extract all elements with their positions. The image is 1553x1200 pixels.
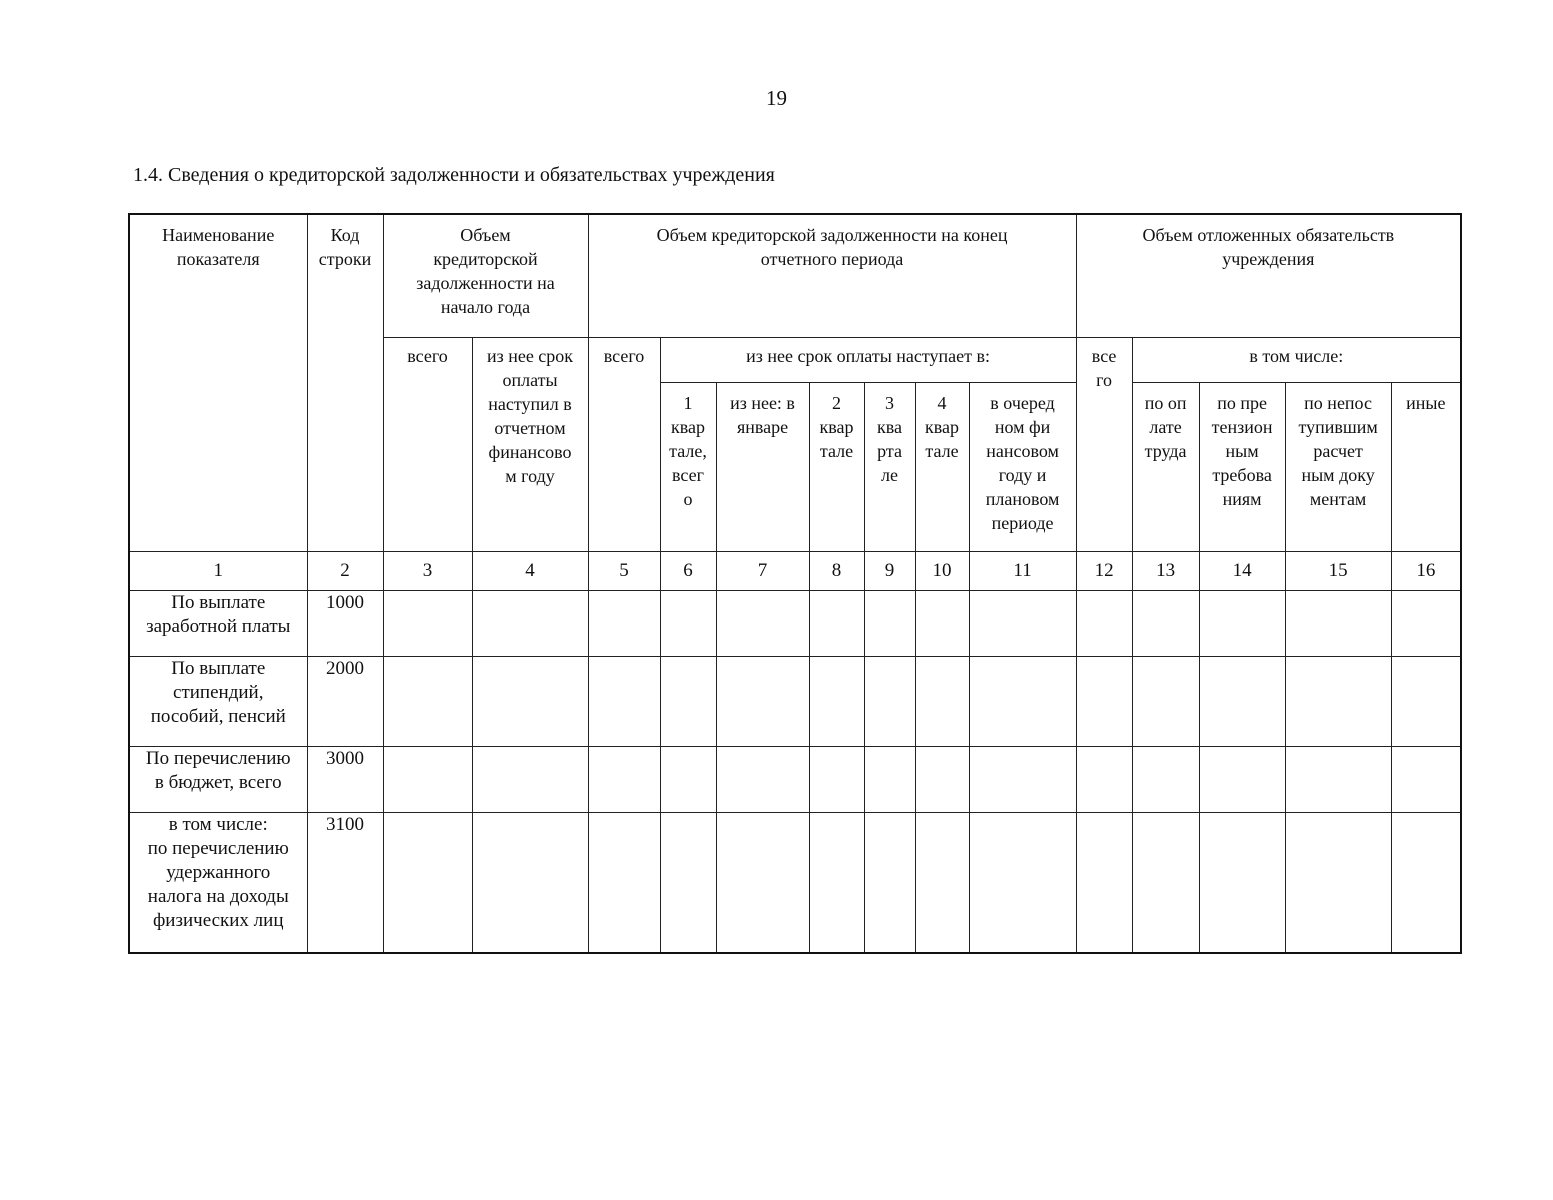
- data-cell[interactable]: [383, 813, 472, 954]
- header-end-volume: Объем кредиторской задолженности на конец отчетного периода: [588, 214, 1076, 338]
- row-code: 2000: [307, 657, 383, 747]
- column-number: 4: [472, 552, 588, 591]
- data-cell[interactable]: [588, 813, 660, 954]
- table-row: [129, 657, 1461, 747]
- column-number: 14: [1199, 552, 1285, 591]
- column-number: 9: [864, 552, 915, 591]
- row-name: По перечислению в бюджет, всего: [129, 747, 307, 813]
- table-row: [129, 747, 1461, 813]
- header-q1: 1 квар тале, всег о: [660, 383, 716, 552]
- header-unreceived-docs: по непос тупившим расчет ным доку ментам: [1285, 383, 1391, 552]
- data-cell[interactable]: [716, 747, 809, 813]
- header-end-total: всего: [588, 338, 660, 552]
- data-cell[interactable]: [1132, 747, 1199, 813]
- section-title: 1.4. Сведения о кредиторской задолженности и обязательствах учреждения: [133, 164, 775, 186]
- table-row: [129, 813, 1461, 954]
- header-q3: 3 ква рта ле: [864, 383, 915, 552]
- header-start-volume: Объем кредиторской задолженности на начало года: [383, 214, 588, 338]
- row-name: в том числе: по перечислению удержанного налога на доходы физических лиц: [129, 813, 307, 954]
- data-cell[interactable]: [1076, 591, 1132, 657]
- header-deferred-total: все го: [1076, 338, 1132, 552]
- column-number-row: [129, 552, 1461, 591]
- data-cell[interactable]: [969, 591, 1076, 657]
- data-cell[interactable]: [915, 747, 969, 813]
- column-number: 10: [915, 552, 969, 591]
- header-end-due-group: из нее срок оплаты наступает в:: [660, 338, 1076, 383]
- data-cell[interactable]: [1391, 813, 1461, 954]
- data-cell[interactable]: [716, 657, 809, 747]
- data-cell[interactable]: [472, 657, 588, 747]
- data-cell[interactable]: [915, 591, 969, 657]
- data-cell[interactable]: [915, 813, 969, 954]
- header-wages: по оп лате труда: [1132, 383, 1199, 552]
- data-cell[interactable]: [1076, 747, 1132, 813]
- row-name: По выплате стипендий, пособий, пенсий: [129, 657, 307, 747]
- data-cell[interactable]: [1285, 813, 1391, 954]
- data-cell[interactable]: [588, 747, 660, 813]
- data-cell[interactable]: [1199, 591, 1285, 657]
- data-cell[interactable]: [809, 657, 864, 747]
- page-number: 19: [766, 86, 787, 110]
- column-number: 1: [129, 552, 307, 591]
- data-cell[interactable]: [1391, 747, 1461, 813]
- data-cell[interactable]: [864, 813, 915, 954]
- header-indicator-name: Наименование показателя: [129, 214, 307, 552]
- header-start-due: из нее срок оплаты наступил в отчетном финансово м году: [472, 338, 588, 552]
- row-code: 3000: [307, 747, 383, 813]
- data-cell[interactable]: [660, 747, 716, 813]
- column-number: 15: [1285, 552, 1391, 591]
- header-deferred-obligations: Объем отложенных обязательств учреждения: [1076, 214, 1461, 338]
- header-q4: 4 квар тале: [915, 383, 969, 552]
- header-q2: 2 квар тале: [809, 383, 864, 552]
- data-cell[interactable]: [383, 591, 472, 657]
- data-cell[interactable]: [660, 813, 716, 954]
- column-number: 8: [809, 552, 864, 591]
- column-number: 12: [1076, 552, 1132, 591]
- data-cell[interactable]: [472, 591, 588, 657]
- header-row-code: Код строки: [307, 214, 383, 552]
- header-start-total: всего: [383, 338, 472, 552]
- header-other: иные: [1391, 383, 1461, 552]
- data-cell[interactable]: [660, 657, 716, 747]
- data-cell[interactable]: [969, 813, 1076, 954]
- data-cell[interactable]: [809, 813, 864, 954]
- data-cell[interactable]: [716, 591, 809, 657]
- data-cell[interactable]: [864, 747, 915, 813]
- column-number: 6: [660, 552, 716, 591]
- header-including: в том числе:: [1132, 338, 1461, 383]
- data-cell[interactable]: [1076, 813, 1132, 954]
- data-cell[interactable]: [809, 747, 864, 813]
- data-cell[interactable]: [969, 657, 1076, 747]
- data-cell[interactable]: [588, 657, 660, 747]
- column-number: 3: [383, 552, 472, 591]
- header-claims: по пре тензион ным требова ниям: [1199, 383, 1285, 552]
- table-row: [129, 591, 1461, 657]
- column-number: 13: [1132, 552, 1199, 591]
- data-cell[interactable]: [809, 591, 864, 657]
- data-cell[interactable]: [1076, 657, 1132, 747]
- data-cell[interactable]: [383, 657, 472, 747]
- data-cell[interactable]: [472, 813, 588, 954]
- data-cell[interactable]: [1199, 657, 1285, 747]
- data-cell[interactable]: [1132, 591, 1199, 657]
- data-cell[interactable]: [588, 591, 660, 657]
- data-cell[interactable]: [1391, 591, 1461, 657]
- data-cell[interactable]: [1132, 813, 1199, 954]
- data-cell[interactable]: [1199, 747, 1285, 813]
- data-cell[interactable]: [472, 747, 588, 813]
- row-code: 3100: [307, 813, 383, 954]
- row-name: По выплате заработной платы: [129, 591, 307, 657]
- data-cell[interactable]: [1285, 657, 1391, 747]
- data-cell[interactable]: [969, 747, 1076, 813]
- data-cell[interactable]: [1391, 657, 1461, 747]
- column-number: 5: [588, 552, 660, 591]
- data-cell[interactable]: [915, 657, 969, 747]
- data-cell[interactable]: [716, 813, 809, 954]
- data-cell[interactable]: [1285, 591, 1391, 657]
- column-number: 11: [969, 552, 1076, 591]
- data-cell[interactable]: [383, 747, 472, 813]
- data-cell[interactable]: [1285, 747, 1391, 813]
- data-cell[interactable]: [1199, 813, 1285, 954]
- data-cell[interactable]: [864, 591, 915, 657]
- creditor-debt-table: [128, 213, 1462, 954]
- header-january: из нее: в январе: [716, 383, 809, 552]
- data-cell[interactable]: [660, 591, 716, 657]
- row-code: 1000: [307, 591, 383, 657]
- column-number: 16: [1391, 552, 1461, 591]
- data-cell[interactable]: [864, 657, 915, 747]
- column-number: 7: [716, 552, 809, 591]
- data-cell[interactable]: [1132, 657, 1199, 747]
- column-number: 2: [307, 552, 383, 591]
- header-next-year: в очеред ном фи нансовом году и плановом периоде: [969, 383, 1076, 552]
